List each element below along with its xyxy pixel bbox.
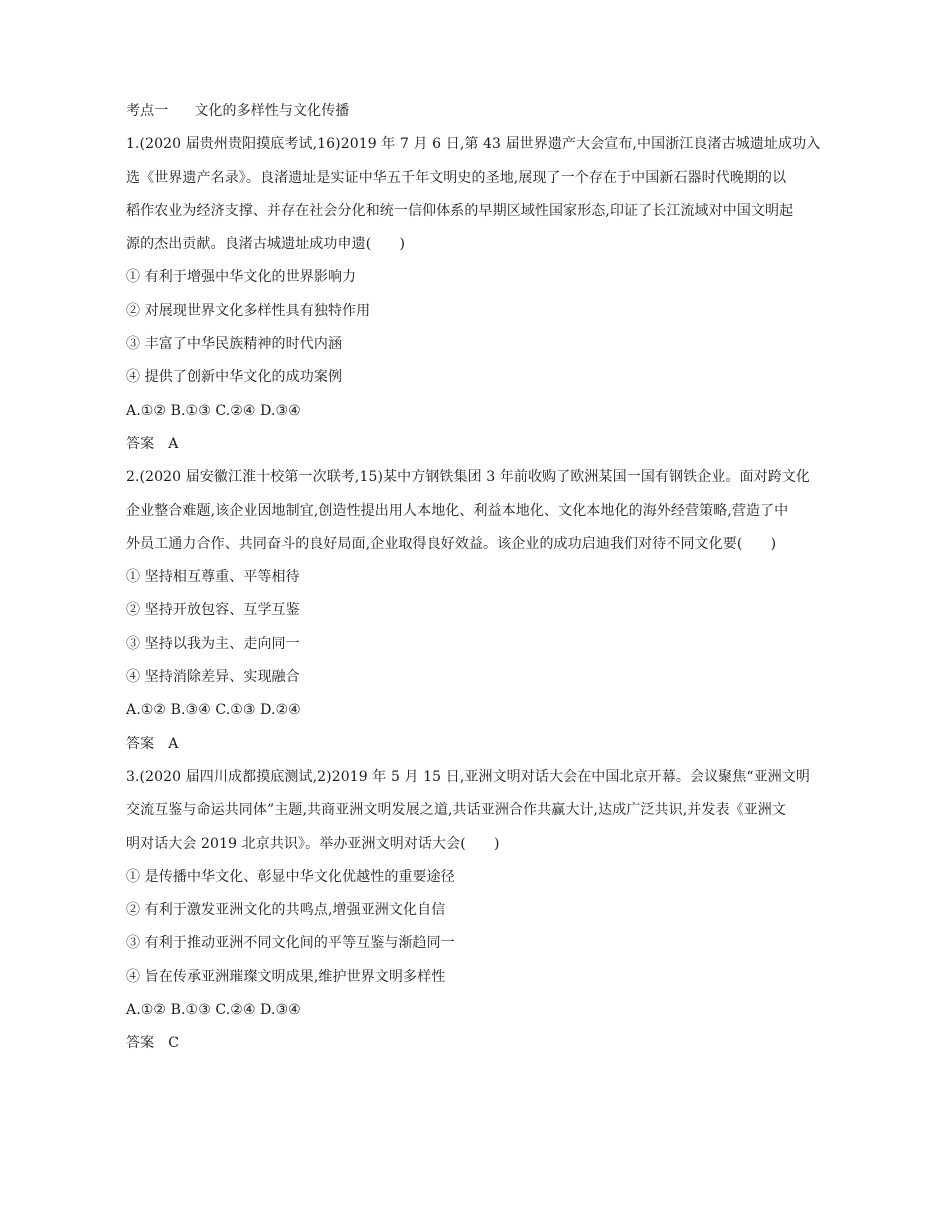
option-item: ④ 坚持消除差异、实现融合 — [126, 669, 300, 686]
question-stem-line: 3.(2020 届四川成都摸底测试,2)2019 年 5 月 15 日,亚洲文明对话大会在中国北京开幕。会议聚焦“亚洲文明 — [126, 768, 811, 785]
answer-line — [126, 736, 826, 752]
option-item: ② 对展现世界文化多样性具有独特作用 — [126, 302, 371, 319]
question-1 — [126, 136, 826, 452]
answer-line — [126, 436, 826, 452]
answer-line — [126, 1035, 826, 1051]
question-stem-line: 企业整合难题,该企业因地制宜,创造性提出用人本地化、利益本地化、文化本地化的海外经营策略,营造了中 — [126, 502, 789, 519]
answer-choices: A.①② B.①③ C.②④ D.③④ — [126, 402, 301, 419]
question-stem-line: 选《世界遗产名录》。良渚遗址是实证中华五千年文明史的圣地,展现了一个存在于中国新石器时代晚期的以 — [126, 169, 787, 186]
option-item: ① 坚持相互尊重、平等相待 — [126, 569, 300, 586]
answer-choices: A.①② B.③④ C.①③ D.②④ — [126, 702, 301, 719]
option-item: ② 有利于激发亚洲文化的共鸣点,增强亚洲文化自信 — [126, 902, 446, 919]
question-stem-line: 2.(2020 届安徽江淮十校第一次联考,15)某中方钢铁集团 3 年前收购了欧洲某国一国有钢铁企业。面对跨文化 — [126, 469, 811, 486]
question-stem-line: 源的杰出贡献。良渚古城遗址成功申遗( ) — [126, 236, 406, 253]
question-stem-line: 1.(2020 届贵州贵阳摸底考试,16)2019 年 7 月 6 日,第 43 届世界遗产大会宣布,中国浙江良渚古城遗址成功入 — [126, 136, 821, 153]
question-stem-line: 稻作农业为经济支撑、并存在社会分化和统一信仰体系的早期区域性国家形态,印证了长江流域对中国文明起 — [126, 202, 794, 219]
question-stem-line: 外员工通力合作、共同奋斗的良好局面,企业取得良好效益。该企业的成功启迪我们对待不同文化要( ) — [126, 535, 777, 552]
answer-value: A — [168, 435, 179, 452]
question-stem-line: 明对话大会 2019 北京共识》。举办亚洲文明对话大会( ) — [126, 835, 500, 852]
option-item: ① 是传播中华文化、彰显中华文化优越性的重要途径 — [126, 868, 455, 885]
document-content — [126, 103, 826, 1069]
section-title: 文化的多样性与文化传播 — [194, 103, 350, 119]
answer-choices: A.①② B.①③ C.②④ D.③④ — [126, 1002, 301, 1019]
answer-value: A — [168, 735, 179, 752]
answer-label: 答案 — [126, 735, 155, 752]
question-2 — [126, 469, 826, 751]
section-heading — [126, 103, 826, 119]
answer-value: C — [168, 1035, 180, 1052]
section-label: 考点一 — [126, 103, 169, 119]
option-item: ④ 旨在传承亚洲璀璨文明成果,维护世界文明多样性 — [126, 968, 446, 985]
option-item: ① 有利于增强中华文化的世界影响力 — [126, 269, 357, 286]
question-stem-line: 交流互鉴与命运共同体”主题,共商亚洲文明发展之道,共话亚洲合作共赢大计,达成广泛共识,并发表《亚洲文 — [126, 802, 786, 819]
answer-label: 答案 — [126, 435, 155, 452]
option-item: ③ 有利于推动亚洲不同文化间的平等互鉴与渐趋同一 — [126, 935, 455, 952]
option-item: ④ 提供了创新中华文化的成功案例 — [126, 369, 343, 386]
option-item: ② 坚持开放包容、互学互鉴 — [126, 602, 300, 619]
option-item: ③ 丰富了中华民族精神的时代内涵 — [126, 336, 343, 353]
answer-label: 答案 — [126, 1035, 155, 1052]
option-item: ③ 坚持以我为主、走向同一 — [126, 635, 300, 652]
question-3 — [126, 769, 826, 1051]
